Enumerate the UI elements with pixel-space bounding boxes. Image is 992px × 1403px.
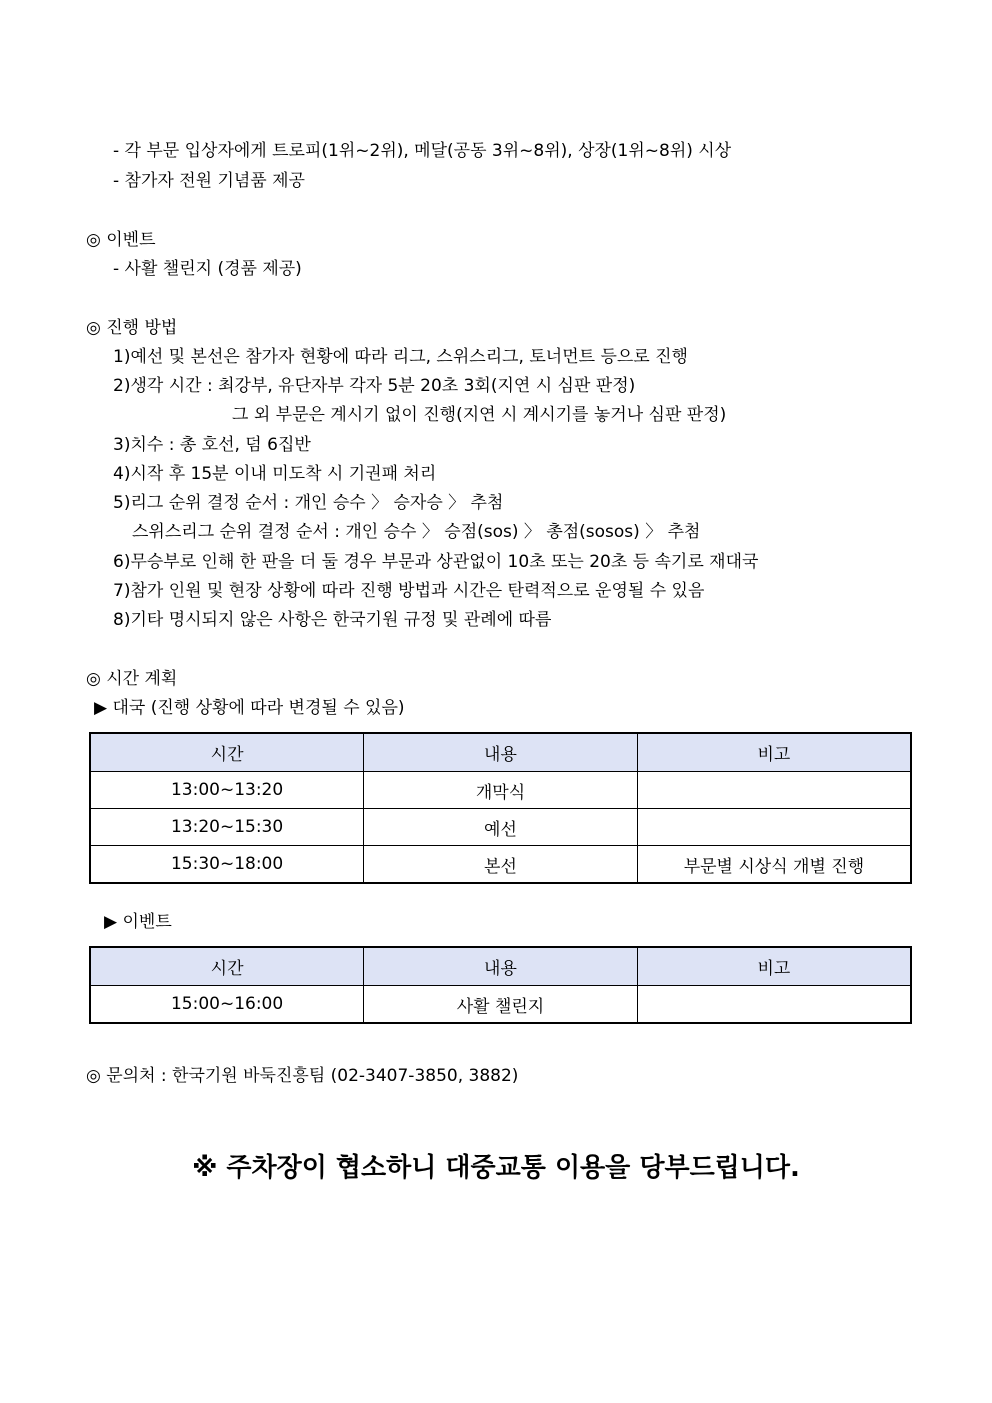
table-row	[90, 846, 911, 884]
cell-note	[637, 772, 911, 809]
cell-content: 본선	[364, 846, 638, 884]
schedule-heading: ◎ 시간 계획	[86, 669, 178, 689]
progress-line-2-cont: 그 외 부문은 계시기 없이 진행(지연 시 계시기를 놓거나 심판 판정)	[232, 405, 727, 425]
header-content: 내용	[364, 947, 638, 986]
cell-content: 예선	[364, 809, 638, 846]
progress-line-3: 3)치수 : 총 호선, 덤 6집반	[113, 435, 311, 455]
cell-note: 부문별 시상식 개별 진행	[637, 846, 911, 884]
cell-note	[637, 986, 911, 1024]
awards-line-1: - 각 부문 입상자에게 트로피(1위~2위), 메달(공동 3위~8위), 상장(1위~8위) 시상	[113, 141, 732, 161]
table-row	[90, 772, 911, 809]
progress-line-1: 1)예선 및 본선은 참가자 현황에 따라 리그, 스위스리그, 토너먼트 등으로 진행	[113, 347, 688, 367]
progress-line-7: 7)참가 인원 및 현장 상황에 따라 진행 방법과 시간은 탄력적으로 운영될 수 있음	[113, 581, 705, 601]
header-time: 시간	[90, 947, 364, 986]
awards-line-2: - 참가자 전원 기념품 제공	[113, 171, 305, 191]
event-section-heading: ◎ 이벤트	[86, 230, 156, 250]
header-time: 시간	[90, 733, 364, 772]
contact-info: ◎ 문의처 : 한국기원 바둑진흥팀 (02-3407-3850, 3882)	[86, 1066, 519, 1086]
match-schedule-label: ▶ 대국 (진행 상황에 따라 변경될 수 있음)	[94, 698, 405, 718]
cell-time: 13:20~15:30	[90, 809, 364, 846]
table-header-row	[90, 947, 911, 986]
header-note: 비고	[637, 947, 911, 986]
progress-line-5: 5)리그 순위 결정 순서 : 개인 승수 〉 승자승 〉 추첨	[113, 493, 504, 513]
progress-line-5-cont: 스위스리그 순위 결정 순서 : 개인 승수 〉 승점(sos) 〉 총점(sosos) 〉 추첨	[132, 522, 701, 542]
event-section-item: - 사활 챌린지 (경품 제공)	[113, 259, 302, 279]
cell-content: 사활 챌린지	[364, 986, 638, 1024]
progress-line-6: 6)무승부로 인해 한 판을 더 둘 경우 부문과 상관없이 10초 또는 20초 등 속기로 재대국	[113, 552, 759, 572]
cell-time: 15:30~18:00	[90, 846, 364, 884]
progress-line-2: 2)생각 시간 : 최강부, 유단자부 각자 5분 20초 3회(지연 시 심판 판정)	[113, 376, 636, 396]
progress-line-4: 4)시작 후 15분 이내 미도착 시 기권패 처리	[113, 464, 437, 484]
table-header-row	[90, 733, 911, 772]
event-schedule-table	[89, 946, 912, 1024]
progress-line-8: 8)기타 명시되지 않은 사항은 한국기원 규정 및 관례에 따름	[113, 610, 552, 630]
cell-note	[637, 809, 911, 846]
table-row	[90, 809, 911, 846]
cell-time: 15:00~16:00	[90, 986, 364, 1024]
table-row	[90, 986, 911, 1024]
match-schedule-table	[89, 732, 912, 884]
parking-notice: ※ 주차장이 협소하니 대중교통 이용을 당부드립니다.	[192, 1153, 800, 1183]
header-content: 내용	[364, 733, 638, 772]
header-note: 비고	[637, 733, 911, 772]
progress-heading: ◎ 진행 방법	[86, 318, 178, 338]
event-schedule-label: ▶ 이벤트	[104, 912, 172, 932]
cell-content: 개막식	[364, 772, 638, 809]
cell-time: 13:00~13:20	[90, 772, 364, 809]
